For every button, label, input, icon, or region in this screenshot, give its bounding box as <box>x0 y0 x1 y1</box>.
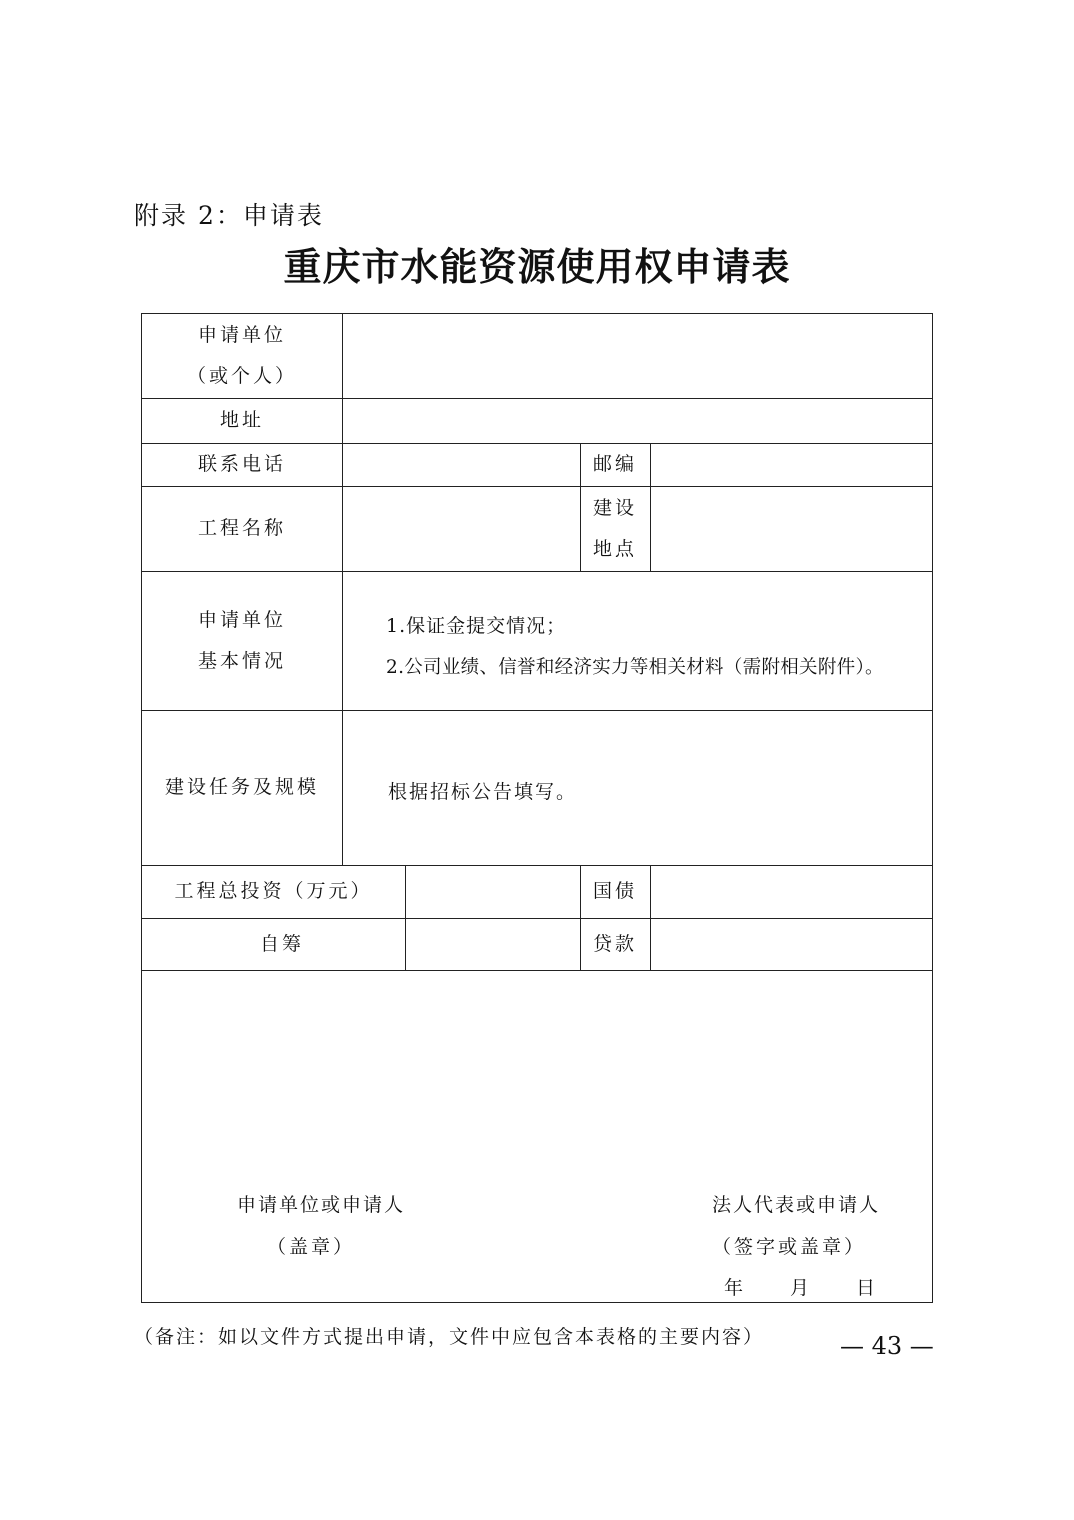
postcode-field[interactable] <box>651 443 933 486</box>
applicant-seal-hint: （盖章） <box>267 1236 356 1258</box>
national-debt-label: 国债 <box>592 880 637 902</box>
page-number: — 43 — <box>840 1332 934 1360</box>
total-investment-label: 工程总投资（万元） <box>174 880 373 902</box>
phone-field[interactable] <box>343 443 580 486</box>
loan-label: 贷款 <box>592 932 637 955</box>
postcode-label: 邮编 <box>592 453 637 475</box>
total-investment-field[interactable] <box>406 865 580 918</box>
applicant-label-line2: （或个人） <box>186 365 297 387</box>
signature-date: 年 月 日 <box>724 1277 879 1299</box>
form-title: 重庆市水能资源使用权申请表 <box>283 244 791 289</box>
applicant-label <box>142 314 342 398</box>
address-field[interactable] <box>343 398 933 443</box>
self-raised-field[interactable] <box>406 918 580 970</box>
phone-label: 联系电话 <box>197 453 286 475</box>
basic-info-item-2: 2.公司业绩、信誉和经济实力等相关材料（需附相关附件）。 <box>386 657 884 678</box>
task-scale-content: 根据招标公告填写。 <box>388 781 578 803</box>
applicant-field[interactable] <box>343 314 933 398</box>
row-divider <box>142 970 932 971</box>
legal-rep-label: 法人代表或申请人 <box>712 1194 881 1216</box>
location-label-line2: 地点 <box>592 537 637 560</box>
location-label-line1: 建设 <box>592 496 637 519</box>
appendix-label: 附录 2：申请表 <box>134 201 324 230</box>
project-name-label: 工程名称 <box>197 517 286 539</box>
project-name-field[interactable] <box>343 486 580 571</box>
task-scale-label: 建设任务及规模 <box>164 776 319 798</box>
legal-rep-hint: （签字或盖章） <box>712 1236 867 1258</box>
location-label <box>580 486 650 571</box>
applicant-label-line1: 申请单位 <box>197 324 286 346</box>
national-debt-field[interactable] <box>651 865 933 918</box>
basic-info-label <box>142 571 342 710</box>
loan-field[interactable] <box>651 918 933 970</box>
basic-info-item-1: 1.保证金提交情况； <box>386 615 567 637</box>
application-form-table <box>141 313 933 1303</box>
self-raised-label: 自筹 <box>259 932 304 955</box>
basic-info-label-line1: 申请单位 <box>197 608 286 631</box>
form-note: （备注：如以文件方式提出申请，文件中应包含本表格的主要内容） <box>134 1326 765 1348</box>
basic-info-label-line2: 基本情况 <box>197 649 286 672</box>
applicant-seal-label: 申请单位或申请人 <box>237 1194 406 1216</box>
location-field[interactable] <box>651 486 933 571</box>
address-label: 地址 <box>219 409 264 431</box>
